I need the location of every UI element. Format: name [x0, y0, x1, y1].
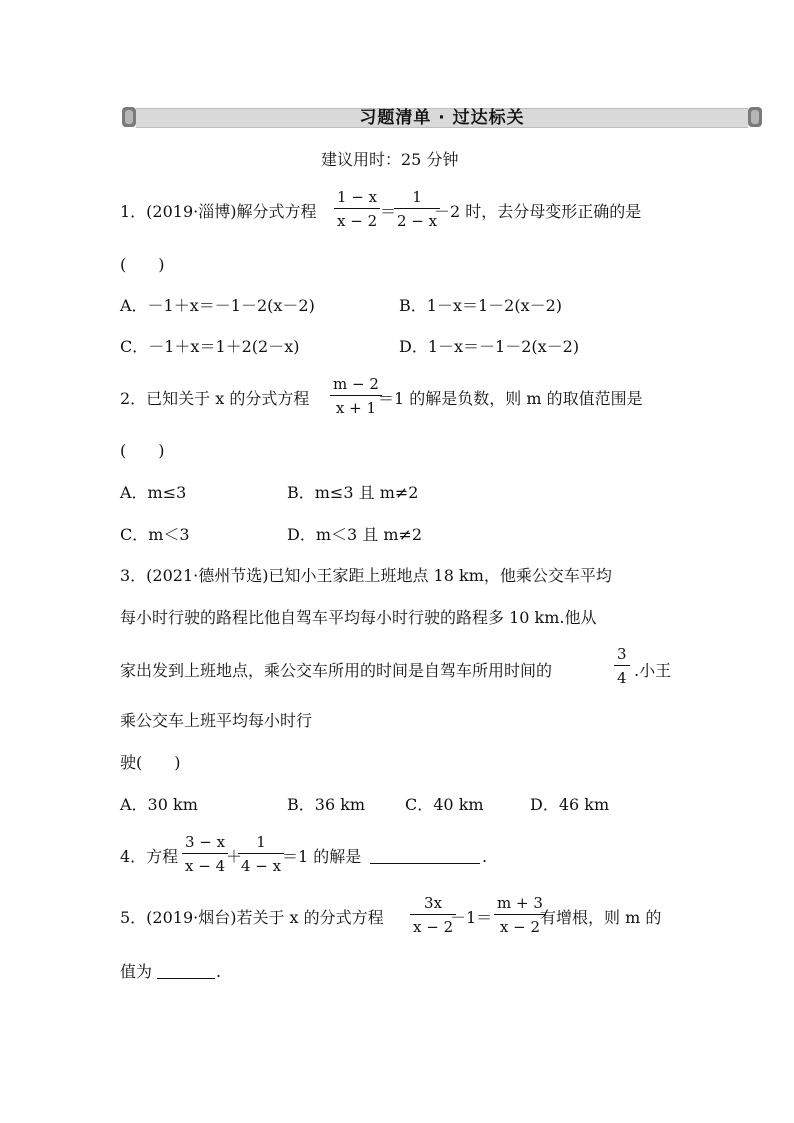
- q4-f1-numerator: 3 − x: [182, 833, 228, 854]
- q5-end: .: [216, 962, 222, 981]
- q4-end: .: [482, 847, 488, 866]
- q3-option-c: C．40 km: [405, 795, 484, 814]
- q4-fraction-2: [238, 833, 284, 875]
- q2-option-d: D．m＜3 且 m≠2: [287, 525, 423, 544]
- q2-fraction: [330, 375, 382, 417]
- q1-f1-denominator: x − 2: [337, 212, 378, 230]
- q3-line-4: 乘公交车上班平均每小时行: [120, 711, 313, 730]
- q2-option-a: A．m≤3: [120, 483, 187, 502]
- q5-f1-denominator: x − 2: [413, 918, 454, 936]
- q1-f2-denominator: 2 − x: [397, 212, 438, 230]
- q4-plus: ＋: [226, 847, 243, 866]
- q3-line-3: 家出发到上班地点，乘公交车所用的时间是自驾车所用时间的: [120, 661, 553, 680]
- q4-f2-numerator: 1: [238, 833, 284, 854]
- q4-answer-blank: [370, 847, 480, 869]
- q2-f-numerator: m − 2: [330, 375, 382, 396]
- section-banner: [120, 104, 764, 130]
- q3-fraction: [614, 645, 630, 687]
- banner-title: 习题清单 · 过达标关: [359, 108, 525, 128]
- q5-middle: －1＝: [450, 908, 493, 927]
- q1-fraction-1: [334, 188, 380, 230]
- q2-tail: ＝1 的解是负数，则 m 的取值范围是: [378, 389, 643, 408]
- q2-answer-paren: ( ): [120, 441, 165, 460]
- q5-lead: 5．(2019·烟台)若关于 x 的分式方程: [120, 908, 384, 927]
- q3-line-1: 3．(2021·德州节选)已知小王家距上班地点 18 km，他乘公交车平均: [120, 566, 612, 585]
- q1-answer-paren: ( ): [120, 255, 165, 274]
- q2-option-b: B．m≤3 且 m≠2: [287, 483, 419, 502]
- q1-option-c: C．－1＋x＝1＋2(2－x): [120, 337, 300, 356]
- q4-fraction-1: [182, 833, 228, 875]
- q5-f1-numerator: 3x: [410, 894, 456, 915]
- q5-f2-denominator: x − 2: [499, 918, 540, 936]
- q3-option-b: B．36 km: [287, 795, 366, 814]
- q1-equals: ＝: [380, 202, 397, 221]
- q3-line-2: 每小时行驶的路程比他自驾车平均每小时行驶的路程多 10 km.他从: [120, 608, 597, 627]
- q3-line-5: 驶( ): [120, 753, 181, 772]
- q1-tail: －2 时，去分母变形正确的是: [434, 202, 642, 221]
- q2-option-c: C．m＜3: [120, 525, 190, 544]
- q3-f-denominator: 4: [617, 669, 627, 687]
- q1-f1-numerator: 1 − x: [334, 188, 380, 209]
- q5-answer-blank: [157, 962, 215, 984]
- time-hint: 建议用时：25 分钟: [321, 150, 459, 169]
- q5-tail: 有增根，则 m 的: [540, 908, 662, 927]
- q4-f1-denominator: x − 4: [185, 857, 226, 875]
- q5-f2-numerator: m + 3: [494, 894, 546, 915]
- q4-tail: ＝1 的解是: [282, 847, 362, 866]
- q1-lead: 1．(2019·淄博)解分式方程: [120, 202, 317, 221]
- q3-line-3-tail: .小王: [634, 661, 672, 680]
- q3-option-a: A．30 km: [120, 795, 198, 814]
- q4-lead: 4．方程: [120, 847, 179, 866]
- q1-option-d: D．1－x＝－1－2(x－2): [399, 337, 580, 356]
- q1-option-a: A．－1＋x＝－1－2(x－2): [120, 296, 315, 315]
- q3-option-d: D．46 km: [530, 795, 610, 814]
- q1-f2-numerator: 1: [394, 188, 440, 209]
- q5-fraction-2: [494, 894, 546, 936]
- q4-f2-denominator: 4 − x: [241, 857, 282, 875]
- q2-f-denominator: x + 1: [335, 399, 376, 417]
- q3-f-numerator: 3: [614, 645, 630, 666]
- q5-line-2: 值为: [120, 962, 153, 981]
- q2-lead: 2．已知关于 x 的分式方程: [120, 389, 310, 408]
- q1-option-b: B．1－x＝1－2(x－2): [399, 296, 563, 315]
